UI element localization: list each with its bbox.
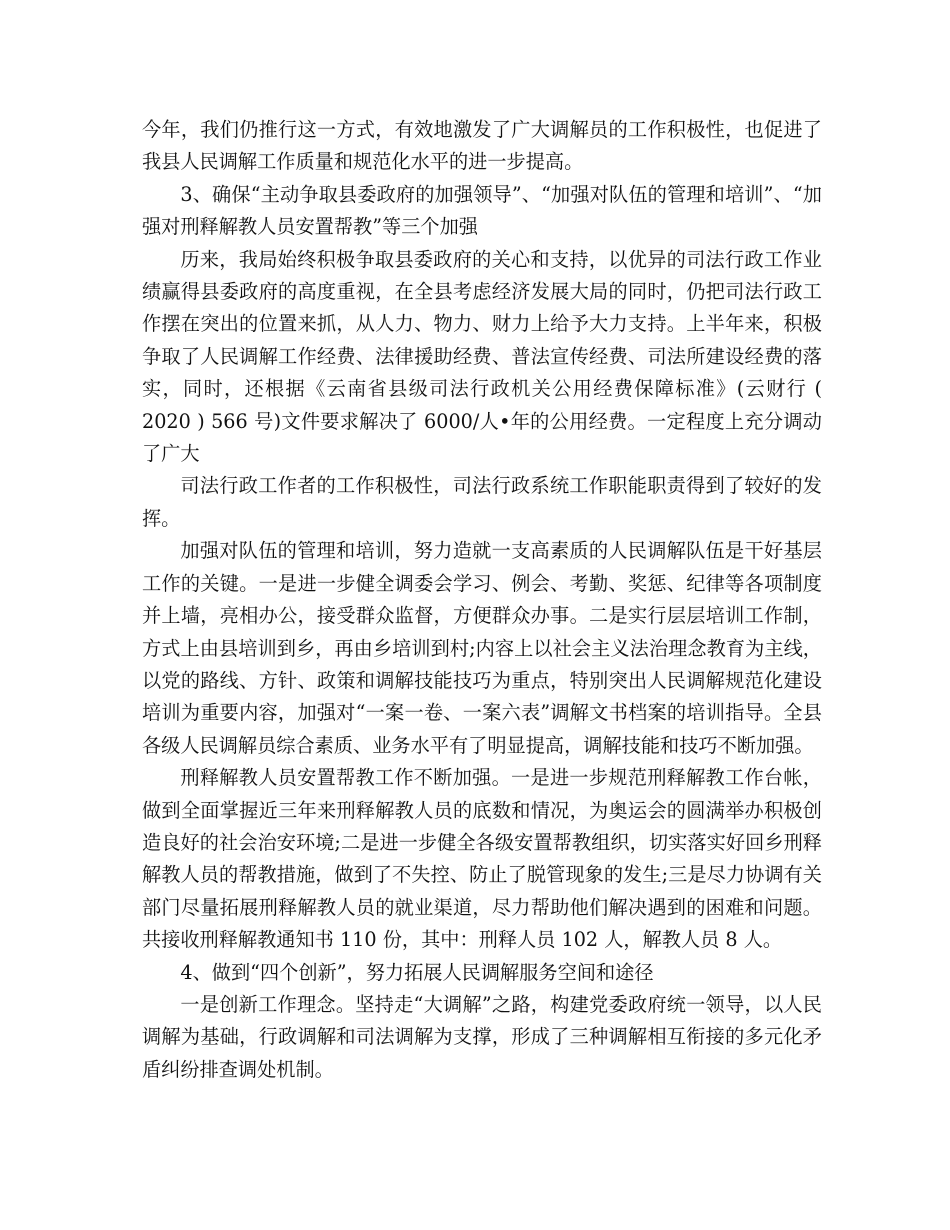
paragraph-work-enthusiasm: 司法行政工作者的工作积极性，司法行政系统工作职能职责得到了较好的发挥。 bbox=[142, 474, 822, 530]
paragraph-continuation: 今年，我们仍推行这一方式，有效地激发了广大调解员的工作积极性，也促进了我县人民调解工作质量和规范化水平的进一步提高。 bbox=[142, 118, 822, 174]
section-heading-4: 4、做到“四个创新”，努力拓展人民调解服务空间和途径 bbox=[180, 960, 654, 984]
paragraph-leadership-support: 历来，我局始终积极争取县委政府的关心和支持，以优异的司法行政工作业绩赢得县委政府的高度重视，在全县考虑经济发展大局的同时，仍把司法行政工作摆在突出的位置来抓，从人力、物力、财力上给予大力支持。上半年来，积极争取了人民调解工作经费、法律援助经费、普法宣传经费、司法所建设经费的落实，同时，还根据《云南省县级司法行政机关公用经费保障标准》(云财行 ( 2020 ) 566 号)文件要求解决了 6000/人•年的公用经费。一定程度上充分调动了广大 bbox=[142, 247, 822, 466]
paragraph-team-training: 加强对队伍的管理和培训，努力造就一支高素质的人民调解队伍是干好基层工作的关键。一是进一步健全调委会学习、例会、考勤、奖惩、纪律等各项制度并上墙，亮相办公，接受群众监督，方便群众办事。二是实行层层培训工作制，方式上由县培训到乡，再由乡培训到村;内容上以社会主义法治理念教育为主线，以党的路线、方针、政策和调解技能技巧为重点，特别突出人民调解规范化建设培训为重要内容，加强对“一案一卷、一案六表”调解文书档案的培训指导。全县各级人民调解员综合素质、业务水平有了明显提高，调解技能和技巧不断加强。 bbox=[142, 539, 822, 757]
paragraph-resettlement-assistance: 刑释解教人员安置帮教工作不断加强。一是进一步规范刑释解教工作台帐，做到全面掌握近三年来刑释解教人员的底数和情况，为奥运会的圆满举办积极创造良好的社会治安环境;二是进一步健全各级安置帮教组织，切实落实好回乡刑释解教人员的帮教措施，做到了不失控、防止了脱管现象的发生;三是尽力协调有关部门尽量拓展刑释解教人员的就业渠道，尽力帮助他们解决遇到的困难和问题。共接收刑释解教通知书 110 份，其中：刑释人员 102 人，解教人员 8 人。 bbox=[142, 766, 822, 952]
section-heading-3: 3、确保“主动争取县委政府的加强领导”、“加强对队伍的管理和培训”、“加强对刑释解教人员安置帮教”等三个加强 bbox=[142, 182, 822, 239]
document-body bbox=[142, 114, 822, 1086]
paragraph-innovation: 一是创新工作理念。坚持走“大调解”之路，构建党委政府统一领导，以人民调解为基础，行政调解和司法调解为支撑，形成了三种调解相互衔接的多元化矛盾纠纷排查调处机制。 bbox=[142, 992, 822, 1081]
